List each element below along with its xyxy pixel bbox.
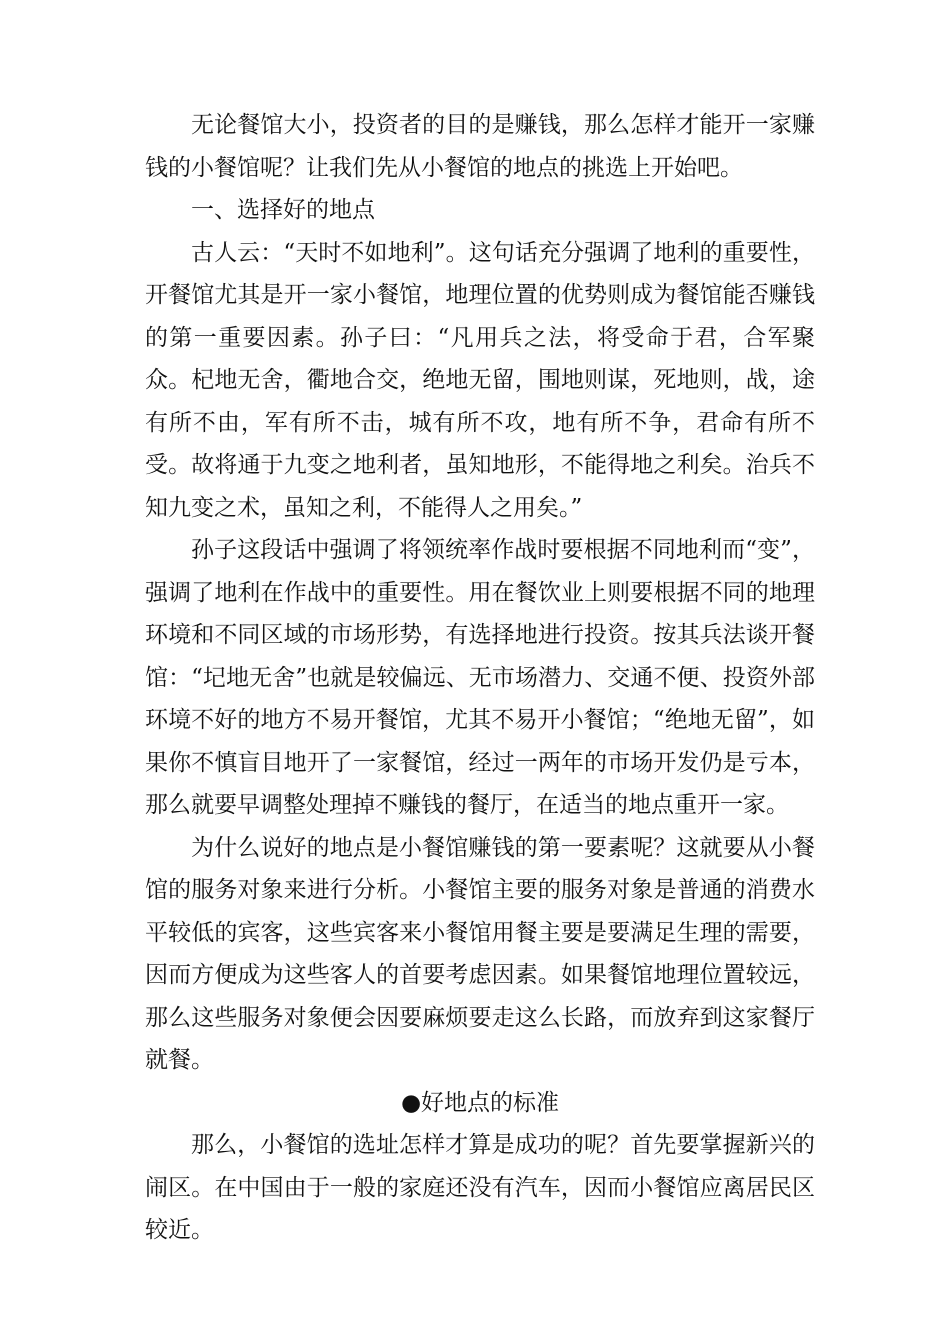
document-body xyxy=(145,104,815,1252)
paragraph-ancient-saying: 古人云：“天时不如地利”。这句话充分强调了地利的重要性，开餐馆尤其是开一家小餐馆，地理位置的优势则成为餐馆能否赚钱的第一重要因素。孙子曰：“凡用兵之法，将受命于君，合军聚众。杞地无舍，衢地合交，绝地无留，围地则谋，死地则，战，途有所不由，军有所不击，城有所不攻，地有所不争，君命有所不受。故将通于九变之地利者，虽知地形，不能得地之利矣。治兵不知九变之术，虽知之利，不能得人之用矣。” xyxy=(145,239,815,521)
paragraph-intro: 无论餐馆大小，投资者的目的是赚钱，那么怎样才能开一家赚钱的小餐馆呢？让我们先从小餐馆的地点的挑选上开始吧。 xyxy=(145,112,815,181)
paragraph-sunzi-analysis: 孙子这段话中强调了将领统率作战时要根据不同地利而“变”，强调了地利在作战中的重要性。用在餐饮业上则要根据不同的地理环境和不同区域的市场形势，有选择地进行投资。按其兵法谈开餐馆：“圮地无舍”也就是较偏远、无市场潜力、交通不便、投资外部环境不好的地方不易开餐馆，尤其不易开小餐馆；“绝地无留”，如果你不慎盲目地开了一家餐馆，经过一两年的市场开发仍是亏本，那么就要早调整处理掉不赚钱的餐厅，在适当的地点重开一家。 xyxy=(145,537,815,818)
section-heading: 一、选择好的地点 xyxy=(191,197,375,223)
subheading-good-location-standard: ●好地点的标准 xyxy=(400,1089,560,1116)
paragraph-site-selection: 那么，小餐馆的选址怎样才算是成功的呢？首先要掌握新兴的闹区。在中国由于一般的家庭还没有汽车，因而小餐馆应离居民区较近。 xyxy=(145,1132,815,1243)
paragraph-why-location: 为什么说好的地点是小餐馆赚钱的第一要素呢？这就要从小餐馆的服务对象来进行分析。小餐馆主要的服务对象是普通的消费水平较低的宾客，这些宾客来小餐馆用餐主要是要满足生理的需要，因而方便成为这些客人的首要考虑因素。如果餐馆地理位置较远，那么这些服务对象便会因要麻烦要走这么长路，而放弃到这家餐厅就餐。 xyxy=(145,834,815,1073)
